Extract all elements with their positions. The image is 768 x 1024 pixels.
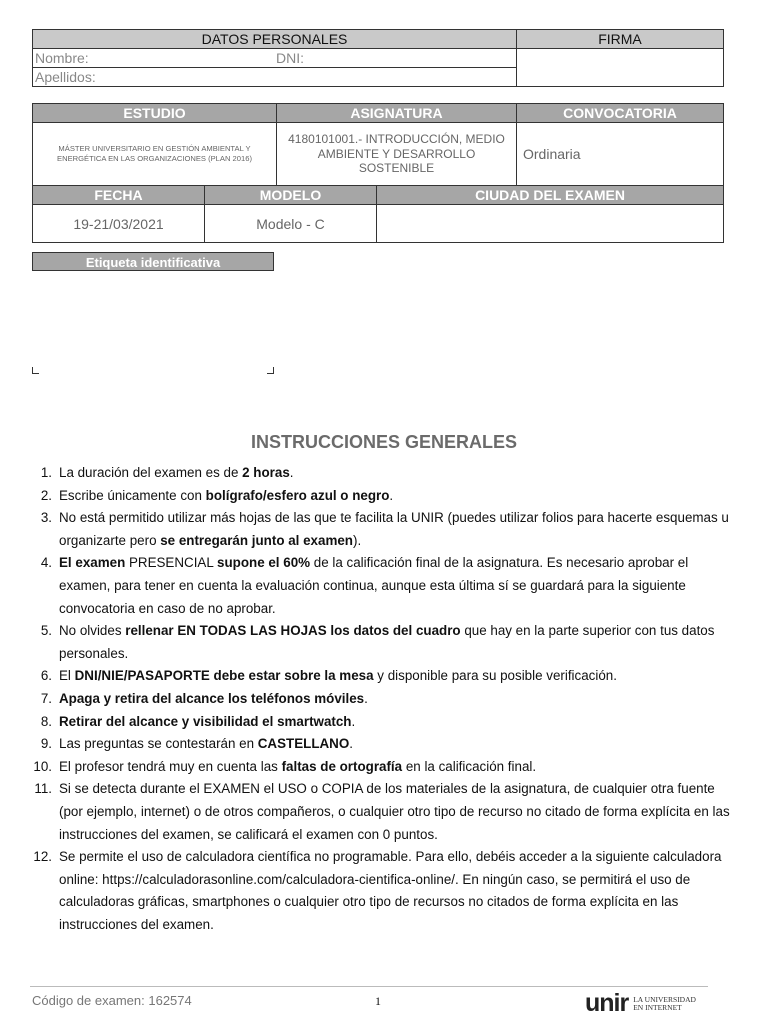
id-label-box bbox=[32, 252, 274, 374]
id-label-header: Etiqueta identificativa bbox=[32, 252, 274, 271]
instruction-bold-text: rellenar EN TODAS LAS HOJAS los datos del cuadro bbox=[125, 623, 461, 639]
name-label: Nombre: bbox=[35, 50, 89, 66]
instructions-list bbox=[30, 462, 730, 936]
instruction-text: . bbox=[289, 465, 294, 480]
logo-tagline-line-1: LA UNIVERSIDAD bbox=[633, 994, 696, 1004]
instruction-text: . bbox=[349, 736, 353, 752]
logo-tagline-line-2: EN INTERNET bbox=[633, 1002, 682, 1012]
instruction-item bbox=[30, 846, 730, 936]
exam-info-table bbox=[32, 103, 724, 243]
instruction-text: El profesor tendrá muy en cuenta las bbox=[59, 758, 282, 774]
instruction-text: de la calificación final de la asignatura. Es necesario aprobar el examen, para tener en cuenta la evaluación continua, aunque esta última sí se guardará para la siguiente convocatoria en caso de no aprobar. bbox=[59, 555, 689, 616]
instruction-number: 7. bbox=[40, 690, 52, 706]
instruction-item bbox=[30, 507, 730, 552]
date-header: FECHA bbox=[33, 186, 205, 205]
subject-header: ASIGNATURA bbox=[277, 104, 517, 123]
exam-city-header: CIUDAD DEL EXAMEN bbox=[377, 186, 723, 205]
instruction-text: El bbox=[59, 668, 75, 684]
instruction-item bbox=[30, 733, 730, 756]
instructions-title: INSTRUCCIONES GENERALES bbox=[250, 432, 518, 452]
dni-label: DNI: bbox=[276, 50, 304, 66]
instruction-text: . bbox=[389, 487, 394, 503]
instruction-item bbox=[30, 485, 730, 508]
exam-city-field[interactable] bbox=[377, 205, 723, 242]
name-row bbox=[33, 49, 517, 68]
instruction-number: 8. bbox=[40, 713, 52, 729]
instruction-text: La duración del examen es de bbox=[59, 465, 243, 480]
instruction-number: 2. bbox=[40, 487, 52, 503]
instruction-bold-text: Retirar del alcance y visibilidad el smartwatch bbox=[59, 713, 352, 729]
call-header: CONVOCATORIA bbox=[517, 104, 723, 123]
instruction-number: 10. bbox=[33, 758, 52, 774]
instruction-item bbox=[30, 665, 730, 688]
study-header: ESTUDIO bbox=[33, 104, 277, 123]
instruction-item bbox=[30, 711, 730, 734]
footer-divider bbox=[30, 986, 708, 987]
instruction-number: 1. bbox=[40, 465, 52, 480]
signature-header: FIRMA bbox=[517, 30, 723, 49]
surname-label: Apellidos: bbox=[33, 68, 517, 86]
personal-data-header: DATOS PERSONALES bbox=[33, 30, 517, 49]
logo-brand: unir bbox=[585, 989, 629, 1017]
instruction-number: 4. bbox=[40, 555, 52, 571]
exam-code: Código de examen: 162574 bbox=[32, 993, 192, 1008]
instruction-number: 5. bbox=[40, 623, 52, 639]
instruction-bold-text: CASTELLANO bbox=[257, 736, 350, 752]
unir-logo bbox=[585, 989, 696, 1018]
instruction-item bbox=[30, 552, 730, 620]
logo-tagline bbox=[633, 996, 696, 1012]
corner-mark-bottom-right bbox=[267, 367, 274, 374]
instruction-text: Se permite el uso de calculadora científica no programable. Para ello, debéis acceder a la siguiente calculadora online: https://calculadorasonline.com/calculadora-cientifica-online/. En ningún caso, se permitirá el uso de calculadoras gráficas, smartphones o cualquier otro tipo de recursos no citados de forma explícita en las instrucciones del examen. bbox=[59, 849, 722, 932]
subject-value: 4180101001.- INTRODUCCIÓN, MEDIO AMBIENTE Y DESARROLLO SOSTENIBLE bbox=[277, 123, 517, 186]
instruction-number: 12. bbox=[33, 849, 52, 865]
instruction-item bbox=[30, 778, 730, 846]
instruction-text: No está permitido utilizar más hojas de las que te facilita la UNIR (puedes utilizar folios para hacerte esquemas u organizarte pero bbox=[59, 510, 729, 548]
instruction-bold-text: 2 horas bbox=[242, 465, 290, 480]
instruction-text: y disponible para su posible verificación. bbox=[373, 668, 617, 684]
instruction-bold-text: se entregarán junto al examen bbox=[160, 532, 353, 548]
signature-field[interactable] bbox=[517, 49, 723, 86]
instruction-text: PRESENCIAL bbox=[125, 555, 218, 571]
instruction-text: Escribe únicamente con bbox=[59, 487, 206, 503]
instruction-text: . bbox=[364, 690, 368, 706]
instruction-bold-text: El examen bbox=[59, 555, 126, 571]
instruction-bold-text: Apaga y retira del alcance los teléfonos móviles bbox=[59, 690, 365, 706]
model-header: MODELO bbox=[205, 186, 377, 205]
corner-mark-bottom-left bbox=[32, 367, 39, 374]
instruction-bold-text: supone el 60% bbox=[217, 555, 311, 571]
instruction-item bbox=[30, 462, 730, 485]
date-value: 19-21/03/2021 bbox=[33, 205, 205, 242]
instruction-number: 9. bbox=[40, 736, 52, 752]
instruction-number: 11. bbox=[34, 781, 52, 797]
instruction-text: . bbox=[351, 713, 356, 729]
id-label-area bbox=[32, 271, 274, 374]
study-value: MÁSTER UNIVERSITARIO EN GESTIÓN AMBIENTAL Y ENERGÉTICA EN LAS ORGANIZACIONES (PLAN 2016) bbox=[33, 123, 277, 186]
instruction-bold-text: faltas de ortografía bbox=[281, 758, 403, 774]
personal-data-table bbox=[32, 29, 724, 87]
instruction-text: ). bbox=[352, 532, 362, 548]
instruction-text: Las preguntas se contestarán en bbox=[59, 736, 258, 752]
instruction-text: que hay en la parte superior con tus datos personales. bbox=[59, 623, 715, 661]
instruction-text: No olvides bbox=[59, 623, 126, 639]
instruction-bold-text: DNI/NIE/PASAPORTE debe estar sobre la mesa bbox=[74, 668, 374, 684]
instruction-item bbox=[30, 756, 730, 779]
instruction-text: Si se detecta durante el EXAMEN el USO o COPIA de los materiales de la asignatura, de cualquier otra fuente (por ejemplo, internet) o de otros compañeros, o cualquier otro tipo de recurso no citado de forma explícita en las instrucciones del examen, se calificará el examen con 0 puntos. bbox=[59, 781, 730, 842]
instruction-text: en la calificación final. bbox=[402, 758, 537, 774]
call-value: Ordinaria bbox=[517, 123, 723, 186]
instruction-number: 6. bbox=[40, 668, 52, 684]
page-number: 1 bbox=[375, 994, 381, 1008]
instruction-bold-text: bolígrafo/esfero azul o negro bbox=[205, 487, 390, 503]
instruction-number: 3. bbox=[40, 510, 52, 526]
model-value: Modelo - C bbox=[205, 205, 377, 242]
instruction-item bbox=[30, 688, 730, 711]
instruction-item bbox=[30, 620, 730, 665]
